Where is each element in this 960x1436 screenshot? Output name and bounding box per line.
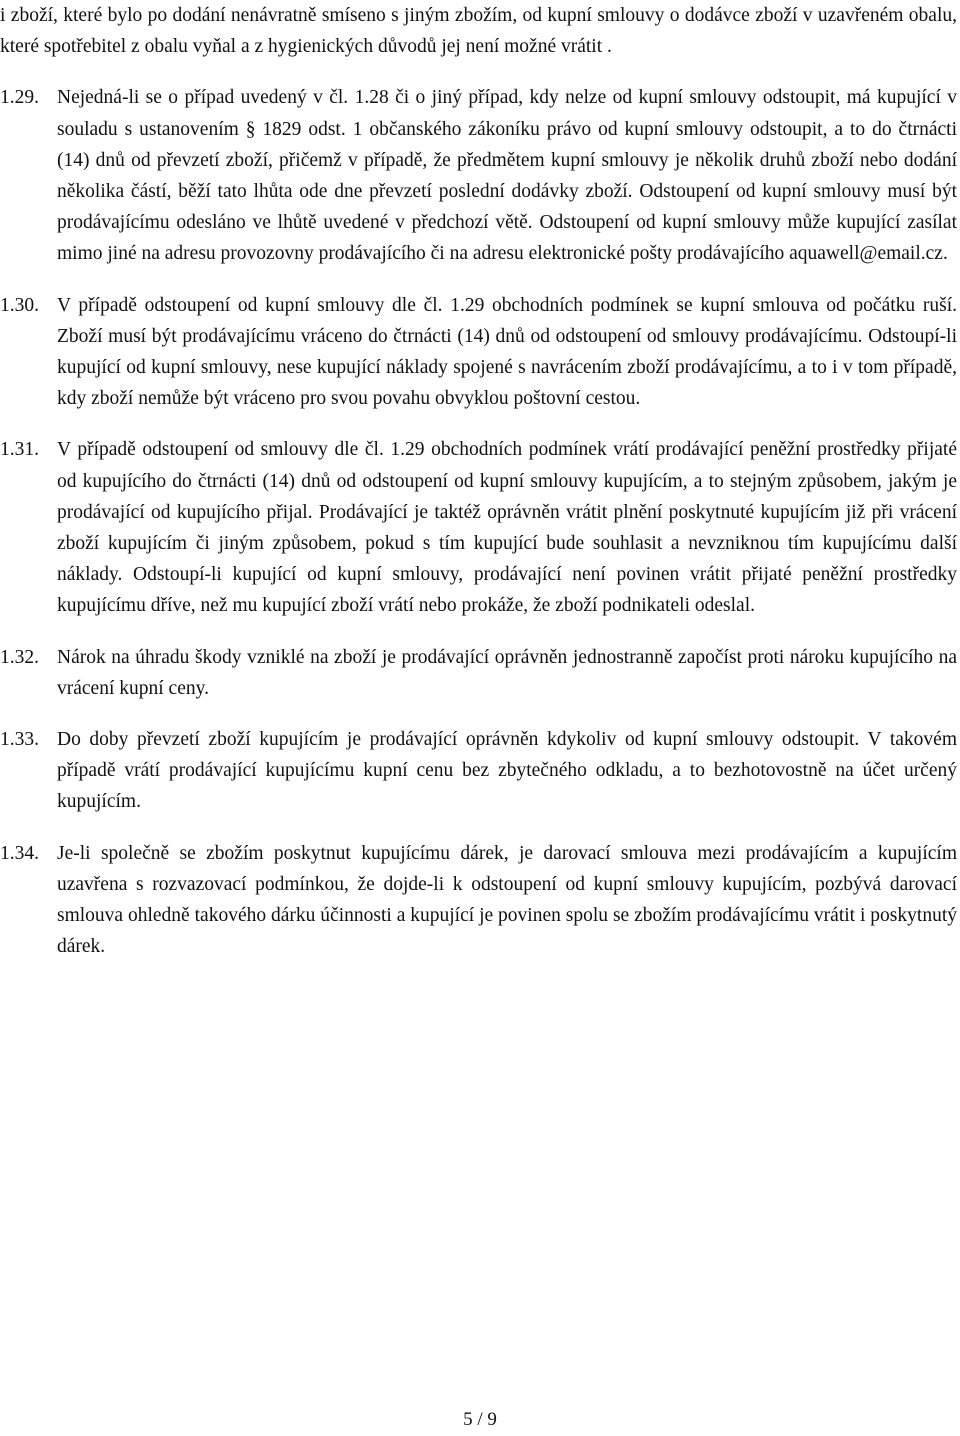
clause-text: V případě odstoupení od kupní smlouvy dle čl. 1.29 obchodních podmínek se kupní smlouva od počátku ruší. Zboží musí být prodávajícímu vráceno do čtrnácti (14) dnů od odstoupení od smlouvy prodávajícímu. Odstoupí-li kupující od kupní smlouvy, nese kupující náklady spojené s navrácením zboží prodávajícímu, a to i v tom případě, kdy zboží nemůže být vráceno pro svou povahu obvyklou poštovní cestou. [57, 294, 957, 410]
lead-paragraph-text: i zboží, které bylo po dodání nenávratně smíseno s jiným zbožím, od kupní smlouvy o dodávce zboží v uzavřeném obalu, které spotřebitel z obalu vyňal a z hygienických důvodů jej není možné vrátit . [0, 5, 957, 58]
page-number: 5 / 9 [463, 1409, 497, 1430]
clause-1-30 [0, 290, 957, 415]
clause-text-part: 1829 odst. 1 občanského zákoníku právo od kupní smlouvy odstoupit, a to do čtrnácti (14) dnů od převzetí zboží, přičemž v případě, že předmětem kupní smlouvy je několik druhů zboží nebo dodání několika částí, běží tato lhůta ode dne převzetí poslední dodávky zboží. Odstoupení od kupní smlouvy musí být prodávajícímu odesláno ve lhůtě uvedené v předchozí větě. Odstoupení od kupní smlouvy může kupující zasílat mimo jiné na adresu provozovny prodávajícího či na adresu elektronické pošty prodávajícího aquawell@email.cz. [57, 118, 957, 265]
clause-text: Nárok na úhradu škody vzniklé na zboží je prodávající oprávněn jednostranně započíst proti nároku kupujícího na vrácení kupní ceny. [57, 646, 957, 699]
clause-1-34 [0, 838, 957, 963]
clause-number: 1.32. [0, 646, 39, 668]
clause-number: 1.30. [0, 294, 39, 316]
clause-text-part: Nejedná-li se o případ uvedený v čl. 1.28 či o jiný případ, kdy nelze od kupní smlouvy odstoupit, má kupující v souladu s ustanovením [57, 87, 957, 140]
clause-number: 1.29. [0, 87, 39, 109]
page-footer [0, 1408, 960, 1432]
clause-1-32 [0, 642, 957, 704]
section-symbol: § [245, 118, 256, 140]
clause-number: 1.31. [0, 439, 39, 461]
clause-number: 1.33. [0, 729, 39, 751]
clause-1-31 [0, 434, 957, 621]
clause-number: 1.34. [0, 842, 39, 864]
clause-text: Do doby převzetí zboží kupujícím je prodávající oprávněn kdykoliv od kupní smlouvy odstoupit. V takovém případě vrátí prodávající kupujícímu kupní cenu bez zbytečného odkladu, a to bezhotovostně na účet určený kupujícím. [57, 729, 957, 813]
clause-text [57, 82, 957, 269]
lead-paragraph [0, 0, 957, 62]
clause-1-33 [0, 724, 957, 818]
clause-text: V případě odstoupení od smlouvy dle čl. 1.29 obchodních podmínek vrátí prodávající peněžní prostředky přijaté od kupujícího do čtrnácti (14) dnů od odstoupení od kupní smlouvy kupujícím, a to stejným způsobem, jakým je prodávající od kupujícího přijal. Prodávající je taktéž oprávněn vrátit plnění poskytnuté kupujícím již při vrácení zboží kupujícím či jiným způsobem, pokud s tím kupující bude souhlasit a nevzniknou tím kupujícímu další náklady. Odstoupí-li kupující od kupní smlouvy, prodávající není povinen vrátit přijaté peněžní prostředky kupujícímu dříve, než mu kupující zboží vrátí nebo prokáže, že zboží podnikateli odeslal. [57, 439, 957, 617]
clause-text: Je-li společně se zbožím poskytnut kupujícímu dárek, je darovací smlouva mezi prodávajícím a kupujícím uzavřena s rozvazovací podmínkou, že dojde-li k odstoupení od kupní smlouvy kupujícím, pozbývá darovací smlouva ohledně takového dárku účinnosti a kupující je povinen spolu se zbožím prodávajícímu vrátit i poskytnutý dárek. [57, 842, 957, 958]
clause-1-29 [0, 82, 957, 269]
